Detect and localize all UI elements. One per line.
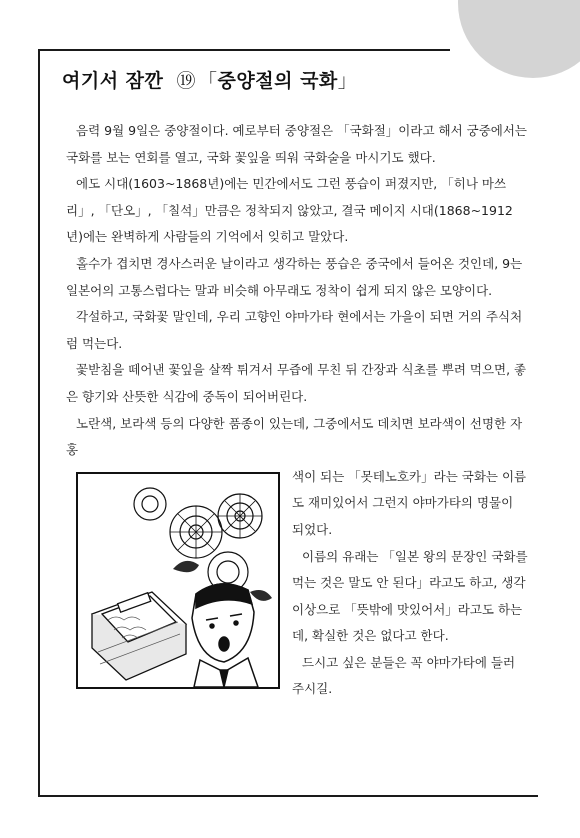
paragraph-8: 드시고 싶은 분들은 꼭 야마가타에 들러 주시길. [292, 654, 516, 697]
paragraph-6-first-line: 노란색, 보라색 등의 다양한 품종이 있는데, 그중에서도 데치면 보라색이 선명한 자홍 [66, 415, 523, 458]
chrysanthemum-man-illustration [78, 474, 278, 687]
page-title [62, 66, 402, 93]
paragraph-1: 음력 9월 9일은 중양절이다. 예로부터 중양절은 「국화절」이라고 해서 궁중에서는 국화를 보는 연회를 열고, 국화 꽃잎을 띄워 국화술을 마시기도 했다. [66, 123, 527, 165]
title-bracket-close: 」 [337, 70, 358, 92]
paragraph-3: 홀수가 겹치면 경사스러운 날이라고 생각하는 풍습은 중국에서 들어온 것인데, 9는 일본어의 고통스럽다는 말과 비슷해 아무래도 정착이 쉽게 되지 않은 모양이다. [66, 255, 523, 298]
title-number: ⑲ [176, 70, 197, 92]
paragraph-7: 이름의 유래는 「일본 왕의 문장인 국화를 먹는 것은 말도 안 된다」라고도 하고, 생각 이상으로 「뜻밖에 맛있어서」라고도 하는데, 확실한 것은 없다고 한다. [292, 548, 528, 644]
title-subject: 중양절의 국화 [217, 70, 338, 92]
paragraph-2: 에도 시대(1603~1868년)에는 민간에서도 그런 풍습이 퍼졌지만, 「히나 마쓰리」, 「단오」, 「칠석」만큼은 정착되지 않았고, 결국 메이지 시대(1868~1912년)에는 완벽하게 사람들의 기억에서 잊히고 말았다. [66, 176, 513, 245]
manga-illustration [76, 472, 280, 689]
title-bracket-open: 「 [198, 70, 218, 92]
paragraph-6-rest: 색이 되는 「못테노호카」라는 국화는 이름도 재미있어서 그런지 야마가타의 명물이 되었다. [292, 468, 527, 537]
page-frame-top-rule [38, 49, 450, 51]
article-body [66, 118, 529, 703]
title-main: 여기서 잠깐 [62, 70, 164, 92]
paragraph-4: 각설하고, 국화꽃 말인데, 우리 고향인 야마가타 현에서는 가을이 되면 거의 주식처럼 먹는다. [66, 309, 523, 351]
paragraph-5: 꽃받침을 떼어낸 꽃잎을 살짝 튀겨서 무즙에 무친 뒤 간장과 식초를 뿌려 먹으면, 좋은 향기와 산뜻한 식감에 중독이 되어버린다. [66, 362, 527, 404]
